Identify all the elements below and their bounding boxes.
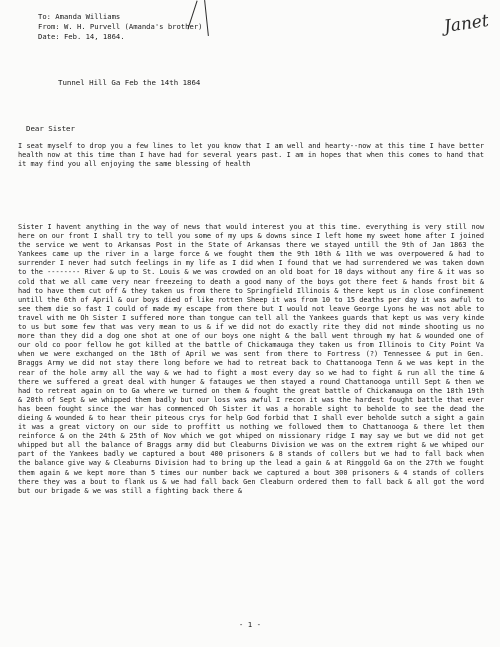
letter-header: [38, 12, 338, 42]
place-and-date: Tunnel Hill Ga Feb the 14th 1864: [58, 78, 201, 87]
header-from: From: W. H. Purvell (Amanda's brother): [38, 22, 203, 31]
letter-paragraph-1: I seat myself to drop you a few lines to let you know that I am well and hearty--now at this time I have better health now at this time than I have had for several years past. I am in hopes that when this comes to hand that it may find you all enjoying the same blessing of health: [18, 142, 484, 169]
handwritten-margin-note: Janet: [442, 10, 490, 38]
salutation: Dear Sister: [26, 124, 75, 133]
header-to: To: Amanda Williams: [38, 12, 121, 21]
header-date: Date: Feb. 14, 1864.: [38, 32, 125, 41]
letter-paragraph-2: Sister I havent anything in the way of news that would interest you at this time. everything is very still now here on our front I shall try to tell you some of my ups & downs since I left home my sweet home after I joined the service we went to Arkansas Post in the State of Arkansas there we stayed untill the 9th of Jan 1863 the Yankees came up the river in a large force & we fought them the 9th 10th & 11th we was overpowered & had to surrender I never had sutch feelings in my life as I did when I found that we had surrendered we was taken down to the -------- River & up to St. Louis & we was crowded on an old boat for 10 days without any fire & it was so cold that we all came very near freezeing to death a good many of the boys got there feet & hands frost bit & had to have them cut off & they taken us from there to Springfield Illinois & there kept us in close confinement untill the 6th of April & our boys died of like rotten Sheep it was from 10 to 15 deaths per day it was awful to see them die so fast I could of made my escape from there but I would not leave George Lyons he was not able to travel with me Oh Sister I suffered more than tongue can tell all the Yankees guards that kept us was very kinde to us but some few that was very mean to us & if we did not do exactly rite they did not minde shooting us no more than they did a dog one shot at one of our boys one night & the ball went through my hat & wounded one of our old co poor fellow he got killed at the battle of Chickamauga they taken us from Illinois to City Point Va when we were exchanged on the 18th of April we was sent from there to Fortress (?) Tennessee & put in Gen. Braggs Army we did not stay there long before we had to retreat back to Chattanooga Tenn & we was kept in the rear of the hole army all the way & we had to fight a most every day so we had to fight & run all the time & there we suffered a great deal with hunger & fatauges we then stayed a round Chattanooga untill Sept & then we had to retreat again on to Ga where we turned on them & fought the great battle of Chickamauga on the 18th 19th & 20th of Sept & we whipped them badly but our loss was awful I recon it was the hardest fought battle that ever has been fought since the war has commenced Oh Sister it was a horable sight to beholde to see the dead the dieing & wounded & to hear their piteous crys for help God forbid that I shall ever beholde sutch a sight a gain it was a great victory on our side to proffitt us nothing we followed them to Chattanooga & there let them reinforce & on the 24th & 25th of Nov which we got whiped on missionary ridge I may say we but we did not get whipped but all the balance of Braggs army did but Cleaburns Division we was on the extrem right & we whiped our part of the Yankees badly we captured a bout 400 prisoners & 8 stands of collers but we had to fall back when the balance give way & Cleaburns Division had to bring up the lead a gain & at Ringgold Ga on the 27th we fought them again & we kept more than 5 times our number back we captured a bout 300 prisoners & 4 stands of collers there they was a bout to flank us & we had fall back Gen Cleaburn ordered them to fall back & all got the word but our brigade & we was still a fighting back there &: [18, 223, 484, 495]
page-number: - 1 -: [238, 620, 262, 629]
